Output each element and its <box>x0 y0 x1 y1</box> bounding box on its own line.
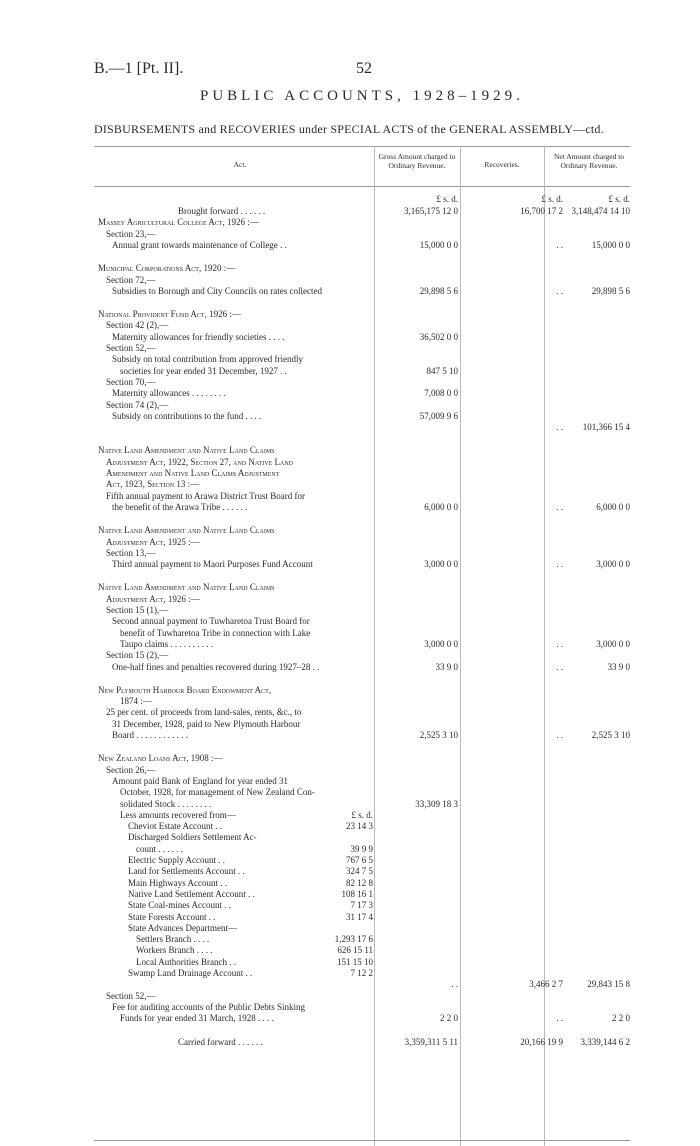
gross-amount: 3,165,175 12 0 <box>404 206 458 216</box>
table-row <box>0 1002 700 1013</box>
row-description: Settlers Branch . . . . <box>136 934 210 945</box>
gross-amount: 29,898 5 6 <box>419 285 458 296</box>
gross-amount: 57,009 9 6 <box>419 410 458 421</box>
table-row <box>0 457 700 468</box>
table-row <box>0 206 700 217</box>
table-row <box>0 548 700 559</box>
table-row <box>0 991 700 1002</box>
table-top-rule <box>94 146 630 147</box>
gross-amount: 6,000 0 0 <box>424 501 458 512</box>
table-row <box>0 616 700 627</box>
table-row <box>0 889 700 900</box>
sub-amount: 108 16 1 <box>341 888 373 899</box>
row-description: Annual grant towards maintenance of College . . <box>112 239 287 250</box>
column-header-net: Net Amount charged to Ordinary Revenue. <box>553 152 625 170</box>
table-row <box>0 628 700 639</box>
table-row <box>0 229 700 240</box>
row-description: Carried forward . . . . . . <box>178 1036 263 1047</box>
table-row <box>0 832 700 843</box>
sub-amount: 324 7 5 <box>346 866 373 877</box>
row-description: Subsidy on contributions to the fund . . . . <box>112 410 262 421</box>
table-row <box>0 810 700 821</box>
table-row <box>0 957 700 968</box>
table-row <box>0 900 700 911</box>
row-description: Discharged Soldiers Settlement Ac- <box>128 832 257 843</box>
row-description: count . . . . . . <box>136 843 183 854</box>
net-amount: 101,366 15 4 <box>582 422 630 433</box>
net-amount: 3,339,144 6 2 <box>580 1036 630 1047</box>
table-row <box>0 240 700 251</box>
net-amount: 3,000 0 0 <box>596 559 630 570</box>
row-description: Maternity allowances for friendly societies . . . . <box>112 331 285 342</box>
gross-amount: 3,000 0 0 <box>424 559 458 570</box>
table-row <box>0 502 700 513</box>
row-description: Amount paid Bank of England for year ended 31 <box>112 775 288 786</box>
table-row <box>0 343 700 354</box>
table-row <box>0 662 700 673</box>
page-title: PUBLIC ACCOUNTS, 1928–1929. <box>200 88 524 104</box>
row-description: solidated Stock . . . . . . . . <box>120 798 212 809</box>
table-row <box>0 263 700 274</box>
row-description: Brought forward . . . . . . <box>178 206 266 216</box>
net-amount: 29,843 15 8 <box>587 979 630 990</box>
table-row <box>0 594 700 605</box>
row-description: 25 per cent. of proceeds from land-sales, rents, &c., to <box>106 707 302 718</box>
row-description: Section 72,— <box>106 274 156 285</box>
table-row <box>0 696 700 707</box>
recoveries-amount: . . <box>556 285 563 296</box>
row-description: State Advances Department— <box>128 922 237 933</box>
sub-amount: 767 6 5 <box>346 855 373 865</box>
row-description: Fifth annual payment to Arawa District Trust Board for <box>106 490 305 501</box>
row-description: benefit of Tuwharetoa Tribe in connection with Lake <box>120 627 311 638</box>
row-description: Adjustment Act, 1926 :— <box>106 593 200 604</box>
row-description: Native Land Settlement Account . . <box>128 888 255 899</box>
row-description: October, 1928, for management of New Zealand Con- <box>120 787 315 798</box>
table-row <box>0 719 700 730</box>
recoveries-amount: . . <box>556 638 563 649</box>
row-description: Subsidy on total contribution from approved friendly <box>112 354 303 365</box>
recoveries-amount: . . <box>556 239 563 250</box>
net-currency: £ s. d. <box>608 194 630 204</box>
row-description: New Zealand Loans Act, 1908 :— <box>98 753 223 764</box>
row-description: Workers Branch . . . . <box>136 945 213 956</box>
table-row <box>0 855 700 866</box>
row-description: National Provident Fund Act, 1926 :— <box>98 309 241 320</box>
row-description: Section 42 (2),— <box>106 320 169 331</box>
gross-amount: 3,359,311 5 11 <box>404 1036 458 1047</box>
row-description: Massey Agricultural College Act, 1926 :— <box>98 217 259 228</box>
table-row <box>0 650 700 661</box>
recoveries-amount: . . <box>556 661 563 672</box>
table-row <box>0 765 700 776</box>
table-row <box>0 685 700 696</box>
row-description: Board . . . . . . . . . . . . <box>112 730 188 740</box>
row-description: Section 23,— <box>106 228 156 239</box>
row-description: Less amounts recovered from— <box>120 809 236 820</box>
net-amount: 29,898 5 6 <box>591 285 630 296</box>
row-description: the benefit of the Arawa Tribe . . . . . . <box>112 501 248 512</box>
table-row <box>0 354 700 365</box>
gross-amount: 15,000 0 0 <box>419 239 458 250</box>
document-reference: B.—1 [Pt. II]. <box>94 60 184 77</box>
column-header-gross: Gross Amount charged to Ordinary Revenue. <box>378 152 456 170</box>
row-description: Land for Settlements Account . . <box>128 866 245 877</box>
recoveries-amount: . . <box>556 730 563 740</box>
gross-amount: 3,000 0 0 <box>424 638 458 649</box>
sub-amount: 39 9 9 <box>350 843 373 854</box>
table-row <box>0 979 700 990</box>
table-row <box>0 912 700 923</box>
row-description: One-half fines and penalties recovered during 1927–28 . . <box>112 661 320 672</box>
table-row <box>0 559 700 570</box>
row-description: Section 26,— <box>106 764 156 775</box>
column-header-act: Act. <box>233 160 247 169</box>
table-row <box>0 776 700 787</box>
recoveries-currency: £ s. d. <box>541 194 563 204</box>
table-row <box>0 400 700 411</box>
recoveries-amount: . . <box>556 1013 563 1024</box>
row-description: Native Land Amendment and Native Land Claims <box>98 445 275 456</box>
table-row <box>0 639 700 650</box>
row-description: Section 15 (2),— <box>106 650 169 661</box>
page-number: 52 <box>356 60 372 77</box>
row-description: Second annual payment to Tuwharetoa Trust Board for <box>112 616 310 627</box>
row-description: Swamp Land Drainage Account . . <box>128 968 253 978</box>
gross-amount: 2,525 3 10 <box>419 730 458 740</box>
table-row <box>0 707 700 718</box>
table-row <box>0 491 700 502</box>
sub-amount: 7 17 3 <box>350 900 373 911</box>
recoveries-amount: 20,166 19 9 <box>520 1036 563 1047</box>
row-description: State Coal-mines Account . . <box>128 900 231 911</box>
table-row <box>0 445 700 456</box>
sub-amount: 151 15 10 <box>337 956 373 967</box>
row-description: societies for year ended 31 December, 1927 . . <box>120 365 287 376</box>
row-description: Third annual payment to Maori Purposes Fund Account <box>112 559 313 570</box>
recoveries-amount: 3,466 2 7 <box>529 979 563 990</box>
table-row <box>0 821 700 832</box>
row-description: Adjustment Act, 1925 :— <box>106 536 200 547</box>
gross-amount: 7,008 0 0 <box>424 388 458 399</box>
column-header-recoveries: Recoveries. <box>484 160 520 169</box>
table-row <box>0 411 700 422</box>
row-description: New Plymouth Harbour Board Endowment Act, <box>98 684 272 695</box>
table-row <box>0 753 700 764</box>
table-row <box>0 537 700 548</box>
row-description: Native Land Amendment and Native Land Claims <box>98 582 275 593</box>
table-row <box>0 968 700 979</box>
recoveries-amount: . . <box>556 559 563 570</box>
row-description: Electric Supply Account . . <box>128 855 225 865</box>
row-description: 1874 :— <box>120 696 152 707</box>
net-amount: 2,525 3 10 <box>591 730 630 740</box>
row-description: Section 70,— <box>106 376 156 387</box>
table-row <box>0 366 700 377</box>
table-row <box>0 934 700 945</box>
gross-amount: 2 2 0 <box>440 1013 458 1024</box>
sub-amount: 7 12 2 <box>350 968 373 978</box>
row-description: Section 52,— <box>106 343 156 353</box>
table-row <box>0 923 700 934</box>
table-row <box>0 422 700 433</box>
row-description: Amendment and Native Land Claims Adjustment <box>106 468 280 478</box>
row-description: Cheviot Estate Account . . <box>128 821 222 832</box>
table-row <box>0 605 700 616</box>
row-description: Subsidies to Borough and City Councils on rates collected <box>112 285 322 296</box>
row-description: 31 December, 1928, paid to New Plymouth Harbour <box>112 718 301 729</box>
net-amount: 3,000 0 0 <box>596 638 630 649</box>
sub-amount: 82 12 8 <box>346 877 373 888</box>
table-row <box>0 320 700 331</box>
row-description: State Forests Account . . <box>128 911 216 922</box>
table-row <box>0 275 700 286</box>
row-description: Section 52,— <box>106 990 156 1001</box>
net-amount: 33 9 0 <box>607 661 630 672</box>
row-description: Local Authorities Branch . . <box>136 956 236 967</box>
sub-amount: £ s. d. <box>351 809 373 820</box>
sub-amount: 626 15 11 <box>337 945 373 956</box>
row-description: Funds for year ended 31 March, 1928 . . . . <box>120 1013 274 1024</box>
gross-amount: 847 5 10 <box>426 365 458 376</box>
gross-amount: 36,502 0 0 <box>419 331 458 342</box>
net-amount: 2 2 0 <box>612 1013 630 1024</box>
row-description: Section 13,— <box>106 547 156 558</box>
page-subtitle: DISBURSEMENTS and RECOVERIES under SPECIAL ACTS of the GENERAL ASSEMBLY—ctd. <box>94 122 604 136</box>
row-description: Taupo claims . . . . . . . . . . <box>120 638 214 649</box>
table-row <box>0 286 700 297</box>
row-description: Adjustment Act, 1922, Section 27, and Native Land <box>106 456 293 467</box>
row-description: Main Highways Account . . <box>128 877 227 888</box>
net-amount: 6,000 0 0 <box>596 501 630 512</box>
gross-amount: 33,309 18 3 <box>415 798 458 809</box>
currency-header-row <box>0 194 700 205</box>
table-row <box>0 1037 700 1048</box>
gross-amount: . . <box>451 979 458 990</box>
table-row <box>0 309 700 320</box>
recoveries-amount: . . <box>556 422 563 433</box>
sub-amount: 1,293 17 6 <box>334 934 373 945</box>
table-row <box>0 866 700 877</box>
gross-currency: £ s. d. <box>436 194 458 204</box>
row-description: Maternity allowances . . . . . . . . <box>112 388 226 399</box>
table-row <box>0 582 700 593</box>
row-description: Section 15 (1),— <box>106 605 169 615</box>
table-row <box>0 799 700 810</box>
table-bottom-rule <box>94 1140 630 1141</box>
table-row <box>0 945 700 956</box>
net-amount: 3,148,474 14 10 <box>571 206 630 216</box>
row-description: Fee for auditing accounts of the Public Debts Sinking <box>112 1001 305 1012</box>
row-description: Municipal Corporations Act, 1920 :— <box>98 263 236 274</box>
table-row <box>0 468 700 479</box>
table-row <box>0 388 700 399</box>
table-row <box>0 217 700 228</box>
table-row <box>0 730 700 741</box>
row-description: Act, 1923, Section 13 :— <box>106 479 200 490</box>
table-row <box>0 844 700 855</box>
table-row <box>0 525 700 536</box>
recoveries-amount: 16,700 17 2 <box>520 206 563 216</box>
net-amount: 15,000 0 0 <box>591 239 630 250</box>
table-row <box>0 479 700 490</box>
table-row <box>0 878 700 889</box>
table-row <box>0 787 700 798</box>
gross-amount: 33 9 0 <box>435 661 458 672</box>
recoveries-amount: . . <box>556 501 563 512</box>
table-row <box>0 377 700 388</box>
sub-amount: 31 17 4 <box>346 911 373 922</box>
table-header-rule <box>94 186 630 187</box>
table-row <box>0 332 700 343</box>
table-row <box>0 1013 700 1024</box>
sub-amount: 23 14 3 <box>346 821 373 832</box>
row-description: Section 74 (2),— <box>106 399 169 410</box>
row-description: Native Land Amendment and Native Land Claims <box>98 525 275 536</box>
